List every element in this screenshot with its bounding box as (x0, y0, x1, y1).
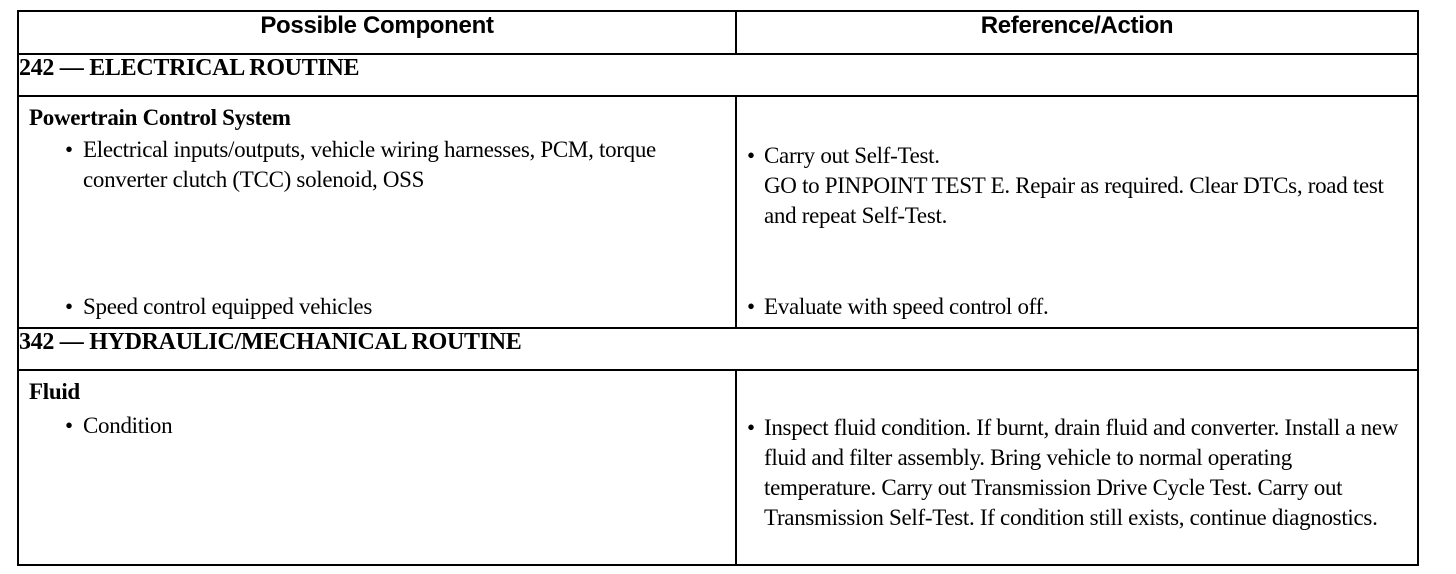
header-possible-component: Possible Component (18, 11, 736, 54)
section-row-hydraulic (18, 328, 1418, 371)
component-cell-fluid (18, 370, 736, 565)
action-item-self-test (737, 141, 1417, 231)
action-item-speed-control (737, 292, 1417, 322)
action-text: Evaluate with speed control off. (764, 294, 1049, 320)
component-text: Electrical inputs/outputs, vehicle wiring harnesses, PCM, torque converter clutch (TCC) solenoid, OSS (83, 137, 656, 193)
action-item-inspect-fluid (737, 413, 1417, 533)
bullet-icon: • (65, 137, 73, 163)
bullet-icon: • (747, 143, 755, 169)
component-cell-powertrain (18, 96, 736, 327)
action-text: Inspect fluid condition. If burnt, drain fluid and converter. Install a new fluid and filter assembly. Bring vehicle to normal operating temperature. Carry out Transmission Drive Cycle Test. Carry out Transmission Self-Test. If condition still exists, continue diagnostics. (764, 415, 1399, 531)
section-row-electrical (18, 54, 1418, 97)
group-title-fluid: Fluid (29, 379, 80, 405)
component-item-electrical-inputs (19, 135, 735, 195)
bullet-icon: • (747, 415, 755, 441)
component-text: Condition (83, 413, 173, 439)
action-detail-text: GO to PINPOINT TEST E. Repair as required. Clear DTCs, road test and repeat Self-Test. (764, 173, 1384, 229)
section-title-hydraulic: 342 — HYDRAULIC/MECHANICAL ROUTINE (18, 328, 1418, 371)
group-title-powertrain: Powertrain Control System (29, 105, 291, 131)
action-text: Carry out Self-Test. (764, 143, 940, 169)
action-cell-fluid (736, 370, 1418, 565)
action-cell-powertrain (736, 96, 1418, 327)
bullet-icon: • (65, 413, 73, 439)
table-header-row (18, 11, 1418, 54)
table-row-powertrain (18, 96, 1418, 327)
header-reference-action: Reference/Action (736, 11, 1418, 54)
bullet-icon: • (65, 294, 73, 320)
component-item-speed-control (19, 292, 735, 322)
table-row-fluid (18, 370, 1418, 565)
component-text: Speed control equipped vehicles (83, 294, 372, 320)
bullet-icon: • (747, 294, 755, 320)
diagnostic-table (17, 10, 1419, 566)
component-item-condition (19, 411, 735, 441)
section-title-electrical: 242 — ELECTRICAL ROUTINE (18, 54, 1418, 97)
